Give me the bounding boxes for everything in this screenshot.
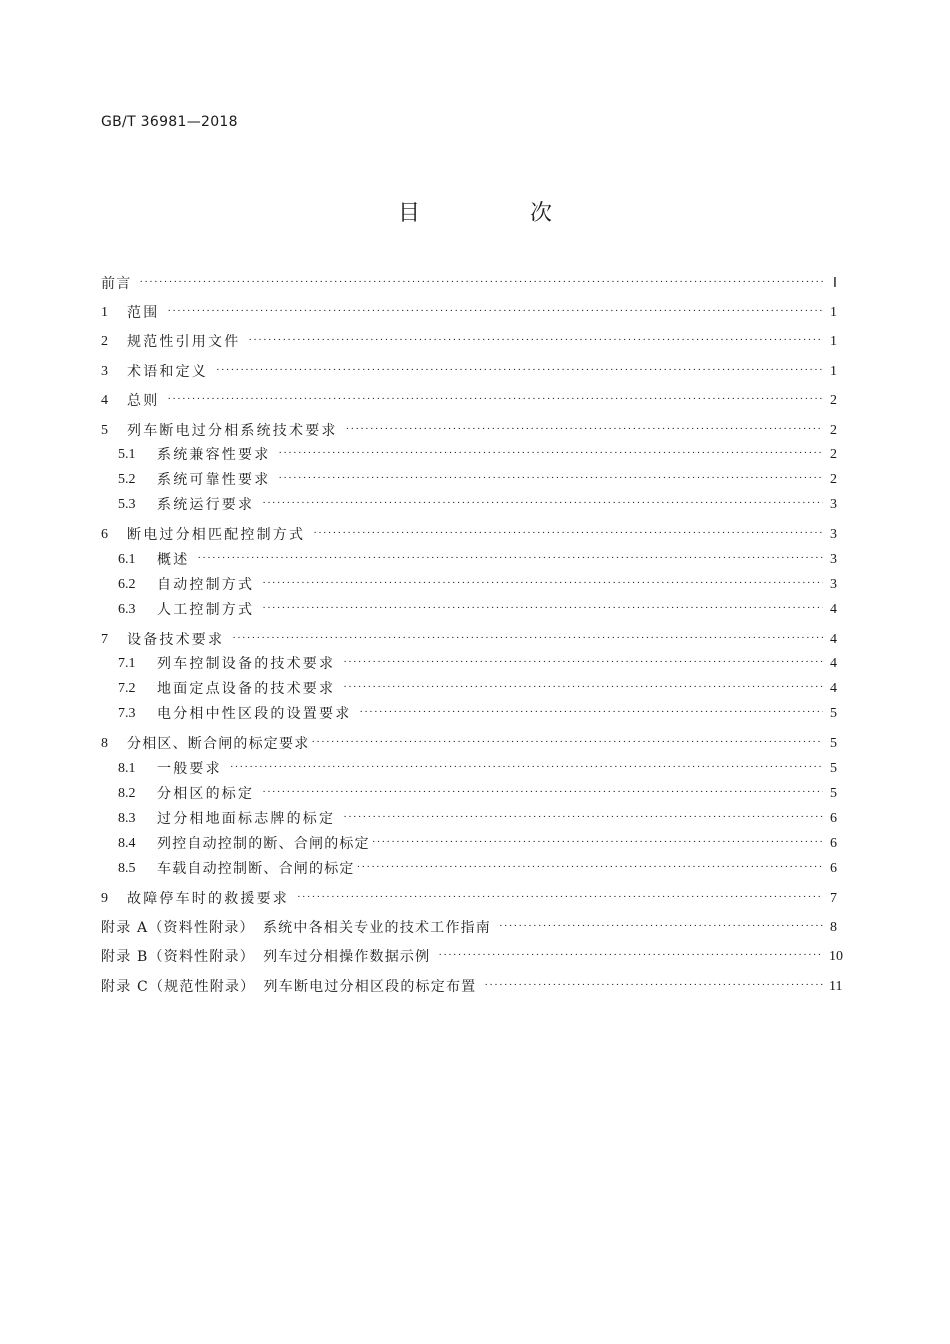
toc-label: 故障停车时的救援要求 bbox=[127, 891, 289, 907]
toc-entry-8-3[interactable] bbox=[101, 808, 837, 830]
toc-page: 2 bbox=[830, 393, 837, 408]
toc-number: 8.5 bbox=[118, 861, 136, 876]
toc-page: 5 bbox=[830, 761, 837, 776]
toc-label: 设备技术要求 bbox=[127, 632, 225, 648]
toc-label: 术语和定义 bbox=[127, 364, 208, 380]
toc-entry-5-1[interactable] bbox=[101, 444, 837, 466]
dot-leader bbox=[248, 329, 823, 351]
toc-entry-3[interactable] bbox=[101, 361, 837, 383]
toc-page: 6 bbox=[830, 811, 837, 826]
toc-entry-8-1[interactable] bbox=[101, 758, 837, 780]
dot-leader bbox=[262, 781, 823, 803]
toc-label: 车载自动控制断、合闸的标定 bbox=[157, 861, 355, 877]
toc-page: 11 bbox=[829, 979, 843, 994]
toc-number: 7.1 bbox=[118, 656, 136, 671]
page-title: 目 次 bbox=[397, 201, 596, 226]
toc-number: 7.2 bbox=[118, 681, 136, 696]
dot-leader bbox=[197, 547, 823, 569]
dot-leader bbox=[343, 806, 823, 828]
toc-label: 断电过分相匹配控制方式 bbox=[127, 527, 306, 543]
toc-label: 列控自动控制的断、合闸的标定 bbox=[157, 836, 370, 852]
toc-page: 3 bbox=[830, 497, 837, 512]
dot-leader bbox=[278, 442, 823, 464]
dot-leader bbox=[232, 627, 823, 649]
toc-page: 1 bbox=[830, 364, 837, 379]
dot-leader bbox=[262, 597, 823, 619]
toc-page: 6 bbox=[830, 861, 837, 876]
toc-entry-1[interactable] bbox=[101, 302, 837, 324]
toc-page: 8 bbox=[830, 920, 837, 935]
toc-number: 2 bbox=[101, 334, 108, 349]
toc-number: 5.2 bbox=[118, 472, 136, 487]
toc-page: 3 bbox=[830, 577, 837, 592]
toc-entry-appendix-b[interactable] bbox=[101, 946, 843, 968]
dot-leader bbox=[346, 418, 823, 440]
toc-label: 系统可靠性要求 bbox=[157, 472, 271, 488]
dot-leader bbox=[262, 492, 823, 514]
toc-label: 过分相地面标志牌的标定 bbox=[157, 811, 336, 827]
toc-entry-5[interactable] bbox=[101, 420, 837, 442]
toc-entry-7[interactable] bbox=[101, 629, 837, 651]
toc-number: 7 bbox=[101, 632, 108, 647]
toc-page: 2 bbox=[830, 472, 837, 487]
toc-label: 范围 bbox=[127, 305, 160, 321]
toc-entry-6-3[interactable] bbox=[101, 599, 837, 621]
toc-page: 4 bbox=[830, 632, 837, 647]
toc-label: 附录 B（资料性附录） 列车过分相操作数据示例 bbox=[101, 949, 431, 965]
dot-leader bbox=[297, 886, 823, 908]
standard-code: GB/T 36981—2018 bbox=[101, 114, 238, 130]
toc-entry-2[interactable] bbox=[101, 331, 837, 353]
toc-label: 规范性引用文件 bbox=[127, 334, 241, 350]
toc-page: 5 bbox=[830, 786, 837, 801]
toc-number: 6.2 bbox=[118, 577, 136, 592]
toc-label: 自动控制方式 bbox=[157, 577, 255, 593]
toc-number: 4 bbox=[101, 393, 108, 408]
toc-label: 人工控制方式 bbox=[157, 602, 255, 618]
toc-entry-8-4[interactable] bbox=[101, 833, 837, 855]
toc-label: 概述 bbox=[157, 552, 190, 568]
dot-leader bbox=[167, 388, 823, 410]
dot-leader bbox=[438, 944, 823, 966]
toc-page: 1 bbox=[830, 305, 837, 320]
toc-number: 6.1 bbox=[118, 552, 136, 567]
toc-page: 4 bbox=[830, 656, 837, 671]
toc-label: 前言 bbox=[101, 276, 132, 292]
dot-leader bbox=[357, 856, 823, 878]
toc-entry-7-3[interactable] bbox=[101, 703, 837, 725]
toc-number: 6.3 bbox=[118, 602, 136, 617]
toc-entry-appendix-c[interactable] bbox=[101, 976, 843, 998]
toc-number: 5.3 bbox=[118, 497, 136, 512]
toc-number: 8.2 bbox=[118, 786, 136, 801]
toc-number: 1 bbox=[101, 305, 108, 320]
dot-leader bbox=[262, 572, 823, 594]
dot-leader bbox=[484, 974, 823, 996]
toc-entry-4[interactable] bbox=[101, 390, 837, 412]
toc-page: 3 bbox=[830, 527, 837, 542]
toc-page: 5 bbox=[830, 736, 837, 751]
toc-number: 9 bbox=[101, 891, 108, 906]
toc-page: 4 bbox=[830, 602, 837, 617]
dot-leader bbox=[311, 731, 823, 753]
toc-label: 系统兼容性要求 bbox=[157, 447, 271, 463]
toc-page: 6 bbox=[830, 836, 837, 851]
toc-number: 8.4 bbox=[118, 836, 136, 851]
toc-number: 8.1 bbox=[118, 761, 136, 776]
toc-entry-6-2[interactable] bbox=[101, 574, 837, 596]
dot-leader bbox=[139, 271, 823, 293]
toc-page: 10 bbox=[829, 949, 843, 964]
dot-leader bbox=[278, 467, 823, 489]
toc-number: 8 bbox=[101, 736, 108, 751]
toc-entry-9[interactable] bbox=[101, 888, 837, 910]
toc-entry-7-1[interactable] bbox=[101, 653, 837, 675]
dot-leader bbox=[359, 701, 823, 723]
toc-label: 总则 bbox=[127, 393, 160, 409]
toc-number: 3 bbox=[101, 364, 108, 379]
dot-leader bbox=[230, 756, 823, 778]
toc-page: 5 bbox=[830, 706, 837, 721]
toc-label: 附录 C（规范性附录） 列车断电过分相区段的标定布置 bbox=[101, 979, 477, 995]
toc-label: 地面定点设备的技术要求 bbox=[157, 681, 336, 697]
toc-entry-5-3[interactable] bbox=[101, 494, 837, 516]
toc-number: 5.1 bbox=[118, 447, 136, 462]
toc-label: 附录 A（资料性附录） 系统中各相关专业的技术工作指南 bbox=[101, 920, 491, 936]
toc-page: 2 bbox=[830, 423, 837, 438]
toc-entry-6[interactable] bbox=[101, 524, 837, 546]
toc-number: 8.3 bbox=[118, 811, 136, 826]
dot-leader bbox=[167, 300, 823, 322]
toc-entry-8[interactable] bbox=[101, 733, 837, 755]
toc-page: 2 bbox=[830, 447, 837, 462]
dot-leader bbox=[216, 359, 823, 381]
toc-label: 电分相中性区段的设置要求 bbox=[157, 706, 352, 722]
toc-entry-5-2[interactable] bbox=[101, 469, 837, 491]
toc-label: 列车断电过分相系统技术要求 bbox=[127, 423, 338, 439]
toc-page: 7 bbox=[830, 891, 837, 906]
toc-page: 1 bbox=[830, 334, 837, 349]
toc-label: 系统运行要求 bbox=[157, 497, 255, 513]
toc-label: 分相区的标定 bbox=[157, 786, 255, 802]
toc-entry-8-2[interactable] bbox=[101, 783, 837, 805]
toc-entry-7-2[interactable] bbox=[101, 678, 837, 700]
toc-label: 一般要求 bbox=[157, 761, 222, 777]
dot-leader bbox=[372, 831, 823, 853]
toc-entry-6-1[interactable] bbox=[101, 549, 837, 571]
toc-number: 7.3 bbox=[118, 706, 136, 721]
dot-leader bbox=[313, 522, 823, 544]
toc-page: Ⅰ bbox=[832, 276, 837, 291]
toc-number: 6 bbox=[101, 527, 108, 542]
dot-leader bbox=[499, 915, 823, 937]
toc-number: 5 bbox=[101, 423, 108, 438]
toc-label: 分相区、断合闸的标定要求 bbox=[127, 736, 310, 752]
toc-entry-8-5[interactable] bbox=[101, 858, 837, 880]
toc-page: 3 bbox=[830, 552, 837, 567]
toc-entry-foreword[interactable] bbox=[101, 273, 837, 295]
toc-page: 4 bbox=[830, 681, 837, 696]
dot-leader bbox=[343, 651, 823, 673]
toc-label: 列车控制设备的技术要求 bbox=[157, 656, 336, 672]
toc-entry-appendix-a[interactable] bbox=[101, 917, 837, 939]
dot-leader bbox=[343, 676, 823, 698]
